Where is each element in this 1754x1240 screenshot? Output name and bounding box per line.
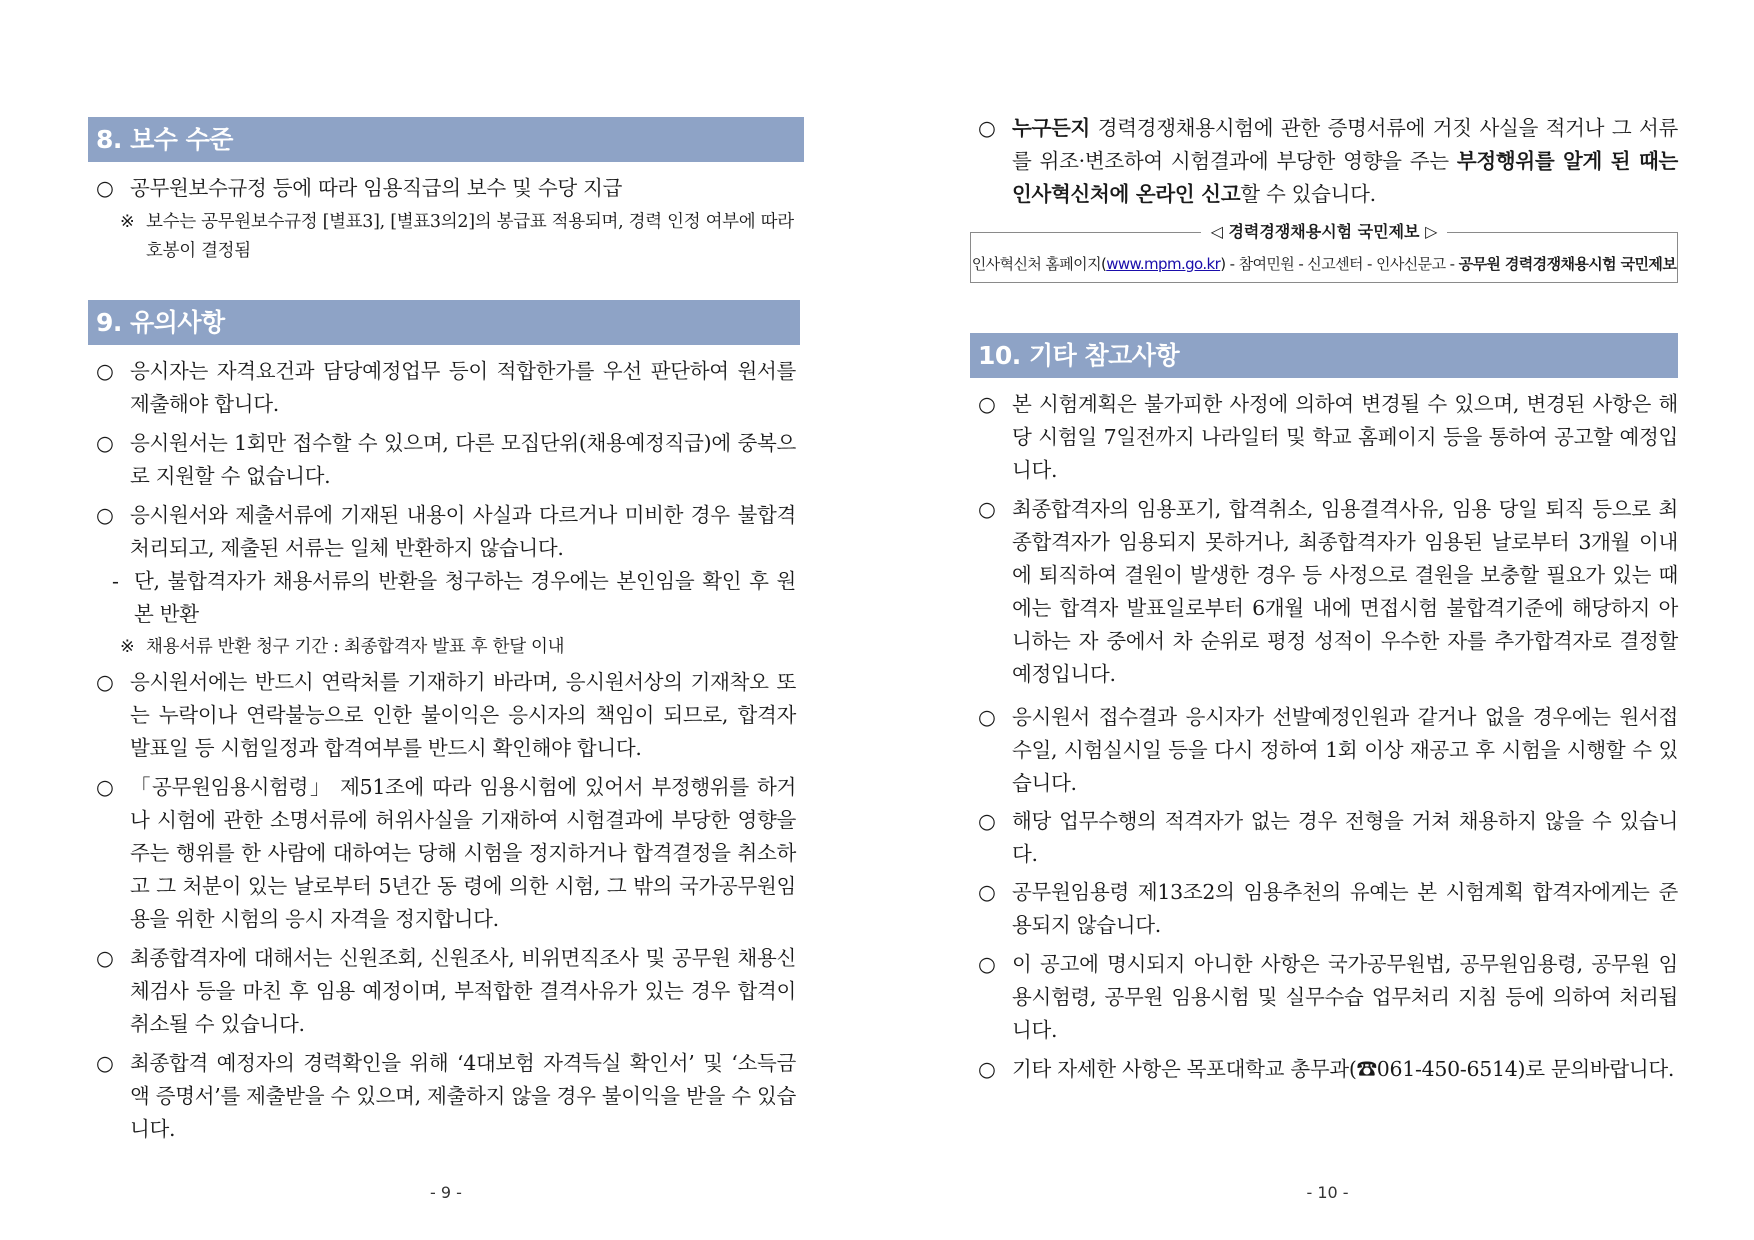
list-item [96,666,796,765]
item-text: 공무원보수규정 등에 따라 임용직급의 보수 및 수당 지급 [130,176,623,200]
report-box-title [971,219,1677,242]
item-text: 기타 자세한 사항은 목포대학교 총무과(☎061-450-6514)로 문의바랍니다. [1012,1057,1675,1081]
bullet: ○ [978,116,996,140]
item-text: 「공무원임용시험령」 제51조에 따라 임용시험에 있어서 부정행위를 하거나 시험에 관한 소명서류에 허위사실을 기재하여 시험결과에 부당한 영향을 주는 행위를 한 사람에 대하여는 당해 시험을 정지하거나 합격결정을 취소하고 그 처분이 있는 날로부터 5년간 동 령에 의한 시험, 그 밖의 국가공무원임용을 위한 시험의 응시 자격을 정지합니다. [130,775,796,931]
bullet: ○ [96,359,114,383]
bullet: ○ [978,497,996,521]
list-item [96,771,796,936]
note-text: 채용서류 반환 청구 기간 : 최종합격자 발표 후 한달 이내 [146,637,565,657]
bullet: ○ [96,670,114,694]
sub-item-text: 단, 불합격자가 채용서류의 반환을 청구하는 경우에는 본인임을 확인 후 원본 반환 [134,569,796,626]
page-number: - 10 - [1306,1183,1349,1202]
bullet: ○ [96,946,114,970]
item-text: 응시원서 접수결과 응시자가 선발예정인원과 같거나 없을 경우에는 원서접수일, 시험실시일 등을 다시 정하여 1회 이상 재공고 후 시험을 시행할 수 있습니다. [1012,705,1678,795]
report-box [970,222,1678,283]
bullet: ○ [978,880,996,904]
section-header-10 [970,333,1678,378]
bullet: ○ [978,1057,996,1081]
list-item [978,701,1678,800]
section-header-8 [88,117,804,162]
dash-mark: - [112,569,119,593]
item-text: 공무원임용령 제13조2의 임용추천의 유예는 본 시험계획 합격자에게는 준용되지 않습니다. [1012,880,1678,937]
section-title: 10. 기타 참고사항 [978,341,1180,370]
list-item-fraud [978,112,1678,211]
list-item [978,1053,1678,1086]
bullet: ○ [978,952,996,976]
item-text: 응시자는 자격요건과 담당예정업무 등이 적합한가를 우선 판단하여 원서를 제출해야 합니다. [130,359,796,416]
item-text: 이 공고에 명시되지 아니한 사항은 국가공무원법, 공무원임용령, 공무원 임용시험령, 공무원 임용시험 및 실무수습 업무처리 지침 등에 의하여 처리됩니다. [1012,952,1678,1042]
plain-text: 경력경쟁채용시험에 관한 증명서류에 거짓 사실을 적거나 그 서류를 위조·변조하여 시험결과에 부당한 영향을 주는 [1012,116,1678,173]
list-item [978,493,1678,691]
note-mark: ※ [120,212,135,232]
path-prefix: 인사혁신처 홈페이지( [971,255,1107,273]
bullet: ○ [978,809,996,833]
sub-item [112,565,796,631]
note-mark: ※ [120,637,135,657]
page-number: - 9 - [430,1183,462,1202]
bullet: ○ [96,431,114,455]
emphasis-text: 누구든지 [1012,116,1091,140]
bullet: ○ [96,503,114,527]
list-item [978,876,1678,942]
plain-text: 할 수 있습니다. [1240,182,1376,206]
path-bold-end: 공무원 경력경쟁채용시험 국민제보 [1458,255,1677,273]
bullet: ○ [978,392,996,416]
list-item [96,1047,796,1146]
note-text: 보수는 공무원보수규정 [별표3], [별표3의2]의 봉급표 적용되며, 경력 인정 여부에 따라 호봉이 결정됨 [146,212,794,261]
note [120,208,796,266]
report-box-path [971,253,1677,274]
bullet: ○ [96,1051,114,1075]
item-text: 해당 업무수행의 적격자가 없는 경우 전형을 거쳐 채용하지 않을 수 있습니다. [1012,809,1678,866]
list-item [978,388,1678,487]
mpm-link[interactable]: www.mpm.go.kr [1106,255,1221,273]
item-text: 응시원서에는 반드시 연락처를 기재하기 바라며, 응시원서상의 기재착오 또는 누락이나 연락불능으로 인한 불이익은 응시자의 책임이 되므로, 합격자 발표일 등 시험일정과 합격여부를 반드시 확인해야 합니다. [130,670,796,760]
item-text [1012,112,1678,211]
section-header-9 [88,300,800,345]
path-middle: ) - 참여민원 - 신고센터 - 인사신문고 - [1220,255,1459,273]
report-title-text: ◁ 경력경쟁채용시험 국민제보 ▷ [1201,222,1448,241]
page-left [88,0,804,1240]
bullet: ○ [96,176,114,200]
section-title: 9. 유의사항 [96,308,225,337]
item-text: 최종합격자의 임용포기, 합격취소, 임용결격사유, 임용 당일 퇴직 등으로 최종합격자가 임용되지 못하거나, 최종합격자가 임용된 날로부터 3개월 이내에 퇴직하여 결원이 발생한 경우 등 사정으로 결원을 보충할 필요가 있는 때에는 합격자 발표일로부터 6개월 내에 면접시험 불합격기준에 해당하지 아니하는 자 중에서 차 순위로 평정 성적이 우수한 자를 추가합격자로 결정할 예정입니다. [1012,497,1678,686]
list-item [96,355,796,421]
list-item [978,948,1678,1047]
list-item [96,942,796,1041]
bullet: ○ [978,705,996,729]
item-text: 최종합격 예정자의 경력확인을 위해 ‘4대보험 자격득실 확인서’ 및 ‘소득금액 증명서’를 제출받을 수 있으며, 제출하지 않을 경우 불이익을 받을 수 있습니다. [130,1051,796,1141]
list-item [96,172,796,205]
item-text: 응시원서와 제출서류에 기재된 내용이 사실과 다르거나 미비한 경우 불합격 처리되고, 제출된 서류는 일체 반환하지 않습니다. [130,503,796,560]
list-item [96,499,796,565]
section-title: 8. 보수 수준 [96,125,233,154]
note [120,633,796,662]
bullet: ○ [96,775,114,799]
emphasis-text: 부정행위를 알게 된 때는 인사혁신처에 온라인 신고 [1012,149,1678,206]
list-item [978,805,1678,871]
page-right [970,0,1685,1240]
list-item [96,427,796,493]
item-text: 본 시험계획은 불가피한 사정에 의하여 변경될 수 있으며, 변경된 사항은 해당 시험일 7일전까지 나라일터 및 학교 홈페이지 등을 통하여 공고할 예정입니다. [1012,392,1678,482]
item-text: 최종합격자에 대해서는 신원조회, 신원조사, 비위면직조사 및 공무원 채용신체검사 등을 마친 후 임용 예정이며, 부적합한 결격사유가 있는 경우 합격이 취소될 수 있습니다. [130,946,796,1036]
item-text: 응시원서는 1회만 접수할 수 있으며, 다른 모집단위(채용예정직급)에 중복으로 지원할 수 없습니다. [130,431,796,488]
